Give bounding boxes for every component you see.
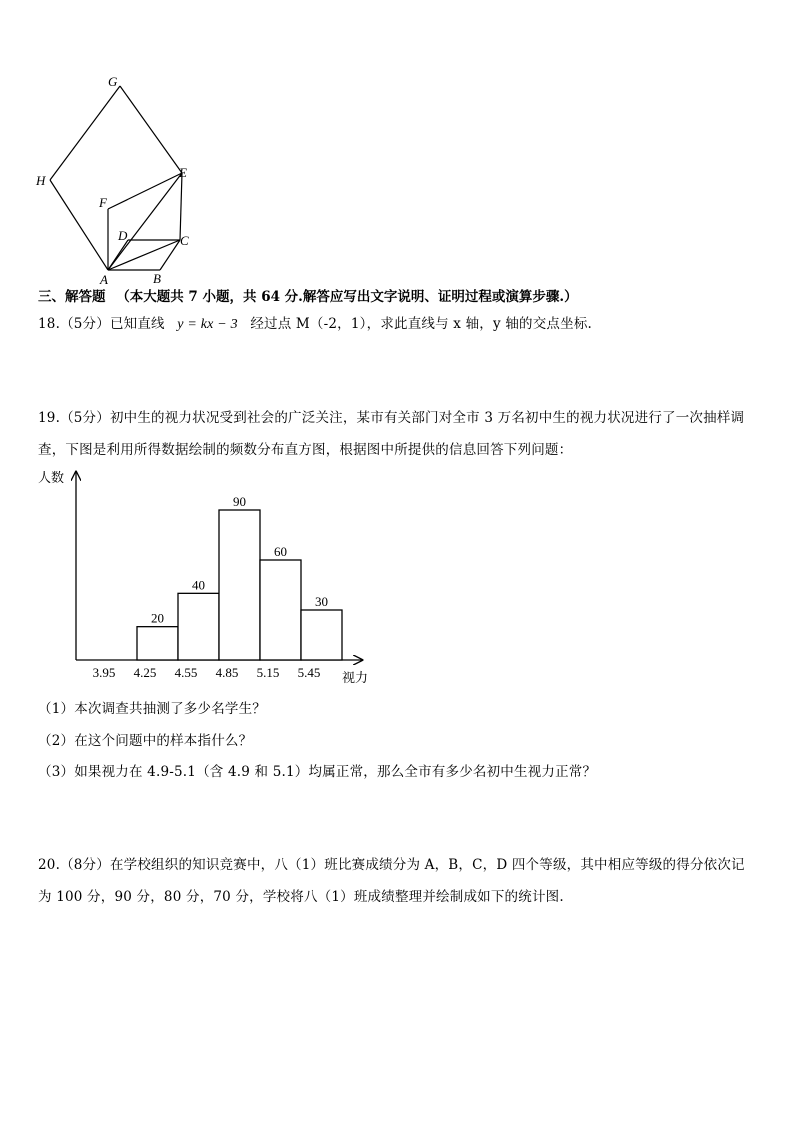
x-tick-label: 4.85 [215,665,239,680]
point-label-C: C [180,233,189,248]
histogram-bar [301,610,342,660]
x-tick-label: 5.45 [297,665,321,680]
bar-value-label: 90 [233,494,246,509]
edge-H-G [50,86,120,180]
q18-formula: y = kx − 3 [177,317,238,332]
point-label-F: F [99,195,107,210]
question-19-line1: 19.（5分）初中生的视力状况受到社会的广泛关注，某市有关部门对全市 3 万名初中生的视力状况进行了一次抽样调 [38,410,745,426]
edge-F-E [108,173,182,209]
q18-prefix: 18.（5分）已知直线 [38,316,165,332]
bar-value-label: 30 [315,594,328,609]
histogram-chart [34,462,384,687]
q18-suffix: 经过点 M（-2，1），求此直线与 x 轴，y 轴的交点坐标. [250,316,593,332]
x-tick-label: 4.55 [174,665,198,680]
x-tick-label: 4.25 [133,665,157,680]
point-label-H: H [36,173,46,188]
bar-value-label: 60 [274,544,287,559]
point-label-B: B [153,271,161,286]
point-label-E: E [179,165,187,180]
question-19-sub2: （2）在这个问题中的样本指什么？ [38,733,253,749]
point-label-A: A [100,272,108,287]
histogram-bar [137,627,178,660]
y-axis-label: 人数 [38,471,65,486]
question-19-line2: 查，下图是利用所得数据绘制的频数分布直方图，根据图中所提供的信息回答下列问题： [38,442,573,458]
point-label-D: D [118,228,128,243]
histogram-bar [219,510,260,660]
question-18 [38,312,592,333]
section-heading [38,285,578,305]
bar-value-label: 40 [192,577,205,593]
x-tick-label: 5.15 [256,665,280,680]
x-tick-label: 3.95 [92,665,116,680]
x-axis-label: 视力 [342,671,369,686]
question-19-sub3: （3）如果视力在 4.9-5.1（含 4.9 和 5.1）均属正常，那么全市有多少名初中生视力正常？ [38,764,597,780]
section-note: （本大题共 7 小题，共 64 分.解答应写出文字说明、证明过程或演算步骤.） [116,289,578,305]
question-19-sub1: （1）本次调查共抽测了多少名学生？ [38,701,266,717]
question-20-line1: 20.（8分）在学校组织的知识竞赛中，八（1）班比赛成绩分为 A，B，C，D 四个等级，其中相应等级的得分依次记 [38,857,745,873]
edge-G-E [120,86,182,173]
bar-value-label: 20 [151,610,164,626]
geometry-figure [30,70,210,290]
question-20-line2: 为 100 分，90 分，80 分，70 分，学校将八（1）班成绩整理并绘制成如下的统计图. [38,889,564,905]
edge-E-C [180,173,182,240]
histogram-bar [178,593,219,660]
point-label-G: G [108,74,118,89]
edge-A-H [50,180,108,270]
histogram-bar [260,560,301,660]
section-title: 三、解答题 [38,289,106,305]
edge-A-E [108,173,182,270]
